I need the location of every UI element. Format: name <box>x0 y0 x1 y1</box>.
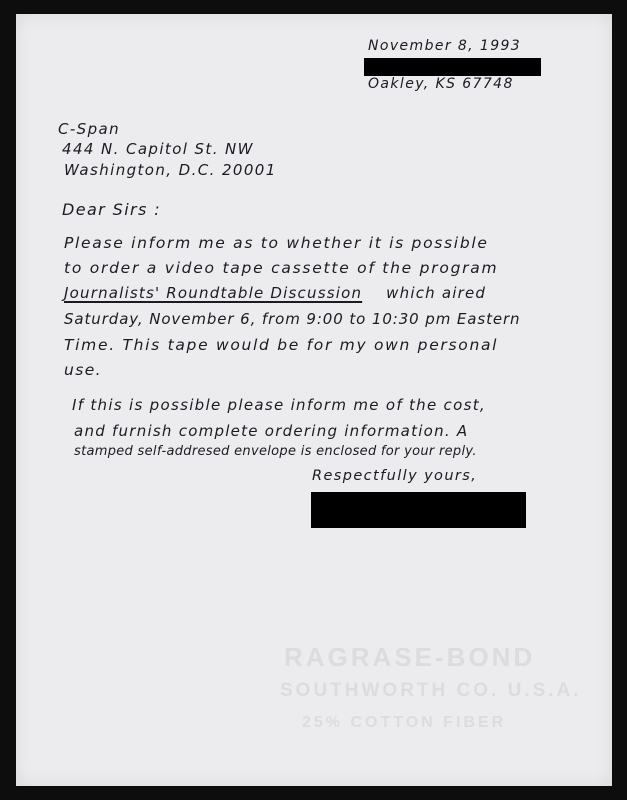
recipient-line-1: C-Span <box>58 120 121 138</box>
watermark-brand: RAGRASE-BOND <box>284 642 536 672</box>
letter-page <box>16 14 612 786</box>
paragraph1-line1: Please inform me as to whether it is possible <box>64 234 489 252</box>
redacted-sender-name <box>364 58 541 76</box>
recipient-line-3: Washington, D.C. 20001 <box>64 161 277 179</box>
paragraph2-line2: and furnish complete ordering information. A <box>74 422 469 440</box>
paragraph1-line6: use. <box>64 361 102 379</box>
paragraph1-line2: to order a video tape cassette of the program <box>64 259 499 277</box>
watermark-fiber: 25% COTTON FIBER <box>302 714 507 731</box>
salutation: Dear Sirs : <box>62 200 162 219</box>
paragraph1-line4: Saturday, November 6, from 9:00 to 10:30 pm Eastern <box>64 310 521 328</box>
paragraph1-line3-rest: which aired <box>386 284 487 302</box>
paragraph1-line3 <box>64 284 486 302</box>
paragraph2-line1: If this is possible please inform me of the cost, <box>72 396 486 414</box>
program-title: Journalists' Roundtable Discussion <box>64 284 363 302</box>
paragraph2-line3: stamped self-addresed envelope is enclosed for your reply. <box>74 444 477 459</box>
recipient-line-2: 444 N. Capitol St. NW <box>62 140 254 158</box>
paragraph1-line5: Time. This tape would be for my own personal <box>64 336 499 354</box>
closing: Respectfully yours, <box>312 468 478 484</box>
letter-date: November 8, 1993 <box>368 38 522 54</box>
redacted-signature <box>311 492 526 528</box>
sender-city: Oakley, KS 67748 <box>368 76 514 92</box>
watermark-maker: SOUTHWORTH CO. U.S.A. <box>280 680 582 701</box>
